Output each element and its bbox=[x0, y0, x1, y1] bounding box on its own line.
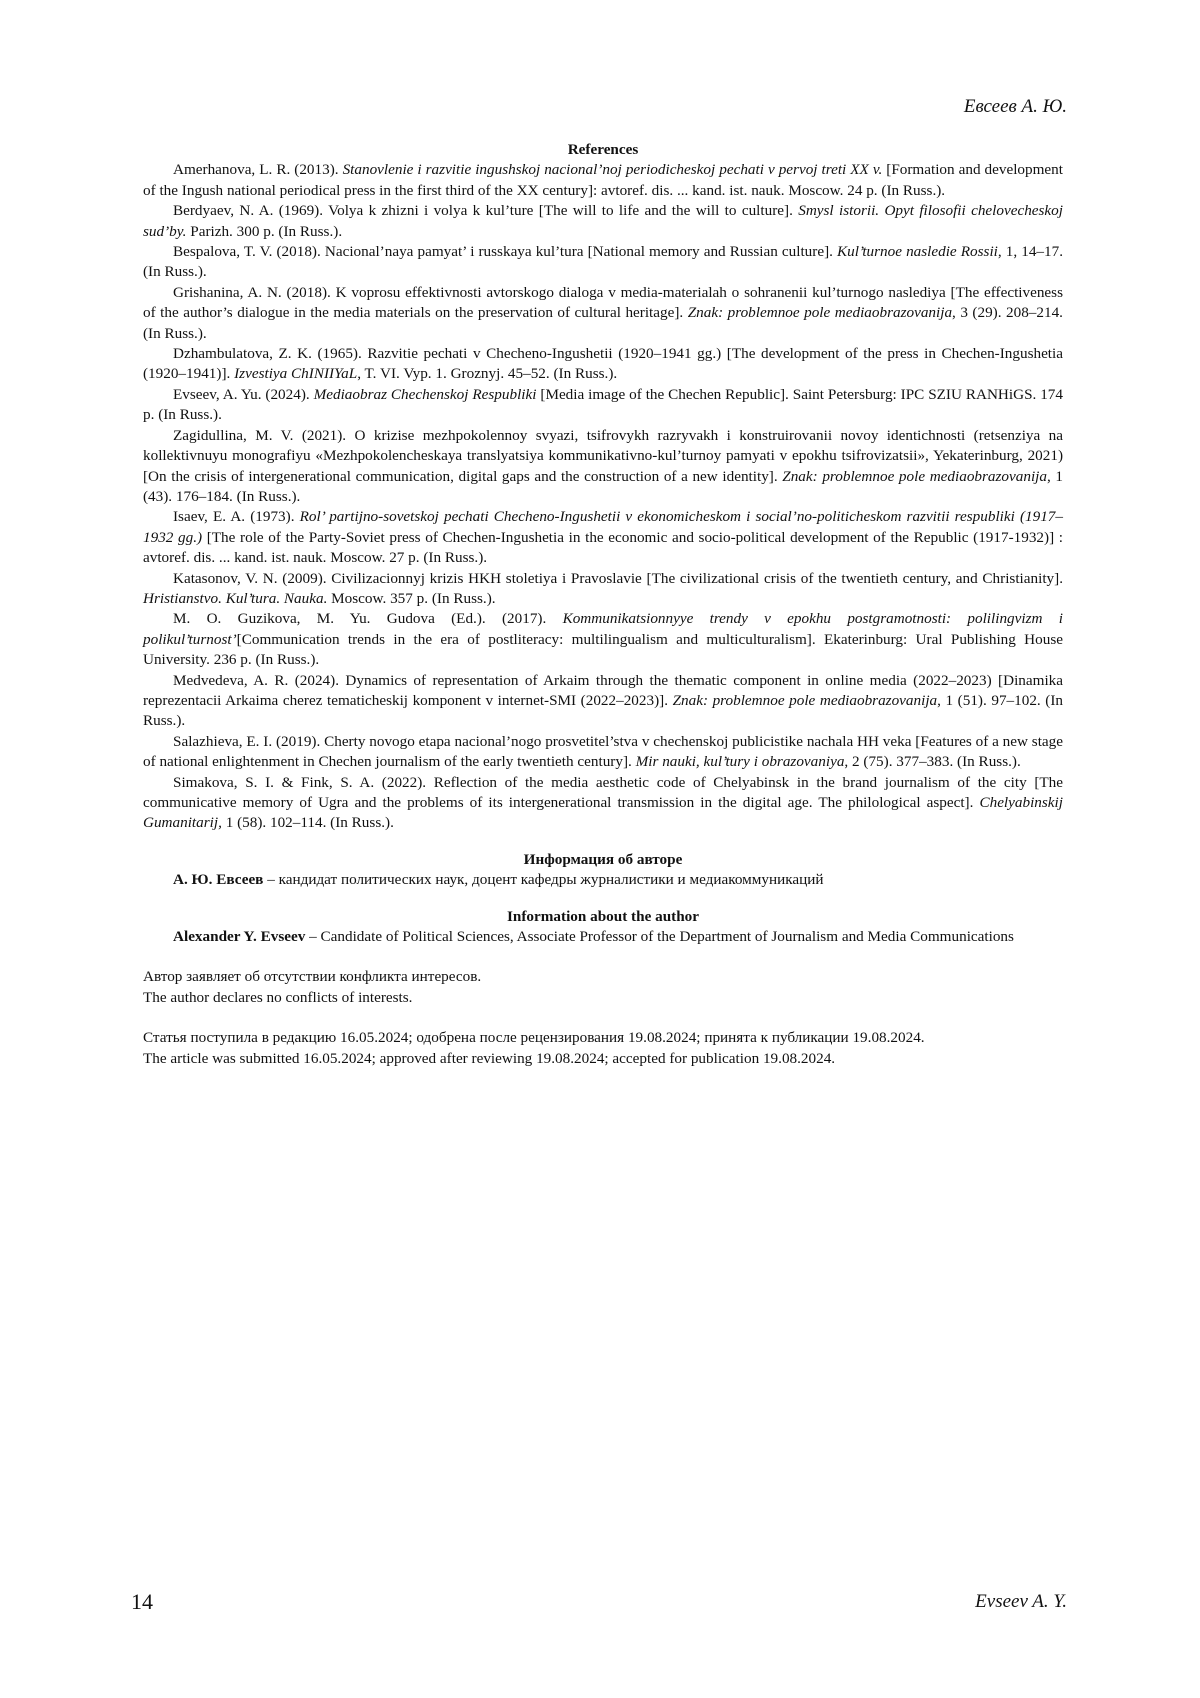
reference-details: , 3 (29). 208–214. (In Russ.). bbox=[143, 304, 1063, 342]
references-list bbox=[143, 160, 1063, 833]
article-dates-en: The article was submitted 16.05.2024; approved after reviewing 19.08.2024; accepted for publication 19.08.2024. bbox=[143, 1049, 836, 1067]
author-info-en bbox=[143, 927, 1063, 947]
reference-source-title: Kommunikatsionnyye trendy v epokhu postgramotnosti: polilingvizm i polikul’turnost’ bbox=[143, 610, 1063, 648]
reference-text: Zagidullina, M. V. (2021). O krizise mezhpokolennoy svyazi, tsifrovykh razryvakh i konstruirovanii novoy identichnosti (retsenziya na kollektivnuyu monografiyu «Mezhpokolencheskaya translyatsiya kommunikativno-kul’turnoy pamyati v epokhu tsifrovizatsii», Yekaterinburg, 2021) [On the crisis of intergenerational communication, digital gaps and the construction of a new identity]. bbox=[143, 426, 1063, 485]
author-description-en: – Candidate of Political Sciences, Associate Professor of the Department of Journalism and Media Communications bbox=[305, 928, 1014, 946]
reference-item bbox=[143, 732, 1063, 773]
reference-details: , 1, 14–17. (In Russ.). bbox=[143, 243, 1064, 281]
reference-source-title: Kul’turnoe nasledie Rossii bbox=[837, 243, 998, 261]
reference-source-title: Stanovlenie i razvitie ingushskoj nacional’noj periodicheskoj pechati v pervoj treti XX v. bbox=[342, 161, 883, 179]
page-content bbox=[143, 140, 1063, 1069]
reference-item bbox=[143, 283, 1063, 344]
reference-details: [Media image of the Chechen Republic]. Saint Petersburg: IPC SZIU RANHiGS. 174 p. (In Russ.). bbox=[143, 385, 1063, 424]
reference-item bbox=[143, 671, 1063, 732]
author-name-en: Alexander Y. Evseev bbox=[173, 928, 306, 946]
references-title: References bbox=[567, 141, 639, 158]
reference-details: Parizh. 300 p. (In Russ.). bbox=[186, 222, 343, 240]
reference-details: , 1 (43). 176–184. (In Russ.). bbox=[143, 467, 1063, 505]
reference-text: Amerhanova, L. R. (2013). bbox=[173, 161, 343, 179]
reference-item bbox=[143, 344, 1063, 385]
reference-source-title: Znak: problemnoe pole mediaobrazovanija bbox=[672, 691, 938, 709]
reference-item bbox=[143, 507, 1063, 568]
reference-text: Evseev, A. Yu. (2024). bbox=[173, 385, 314, 403]
conflict-statement-ru: Автор заявляет об отсутствии конфликта интересов. bbox=[143, 968, 482, 986]
reference-text: Bespalova, T. V. (2018). Nacional’naya pamyat’ i russkaya kul’tura [National memory and Russian culture]. bbox=[173, 243, 838, 261]
conflict-statement-en: The author declares no conflicts of interests. bbox=[143, 988, 413, 1006]
reference-item bbox=[143, 242, 1063, 283]
reference-details: [Formation and development of the Ingush national periodical press in the first third of the XX century]: avtoref. dis. ... kand. ist. nauk. Moscow. 24 p. (In Russ.). bbox=[143, 161, 1063, 199]
reference-text: Berdyaev, N. A. (1969). Volya k zhizni i volya k kul’ture [The will to life and the will to culture]. bbox=[173, 202, 799, 220]
reference-text: Dzhambulatova, Z. K. (1965). Razvitie pechati v Checheno-Ingushetii (1920–1941 gg.) [The development of the press in Chechen-Ingushetia (1920–1941)]. bbox=[143, 345, 1063, 383]
reference-details: , T. VI. Vyp. 1. Groznyj. 45–52. (In Russ.). bbox=[357, 365, 618, 383]
reference-details: [The role of the Party-Soviet press of Chechen-Ingushetia in the economic and socio-political development of the Republic (1917-1932)] : avtoref. dis. ... kand. ist. nauk. Moscow. 27 p. (In Russ.). bbox=[143, 528, 1064, 567]
reference-source-title: Mir nauki, kul’tury i obrazovaniya bbox=[635, 753, 845, 771]
reference-source-title: Hristianstvo. Kul’tura. Nauka. bbox=[143, 589, 328, 607]
reference-item bbox=[143, 569, 1063, 610]
author-description-ru: – кандидат политических наук, доцент кафедры журналистики и медиакоммуникаций bbox=[263, 871, 824, 889]
reference-source-title: Znak: problemnoe pole mediaobrazovanija bbox=[687, 304, 953, 322]
reference-details: Moscow. 357 p. (In Russ.). bbox=[327, 589, 496, 607]
reference-text: Salazhieva, E. I. (2019). Cherty novogo etapa nacional’nogo prosvetitel’stva v chechenskoj publicistike nachala HH veka [Features of a new stage of national enlightenment in Chechen journalism of the early twentieth century]. bbox=[143, 732, 1063, 771]
reference-source-title: Izvestiya ChINIIYaL bbox=[234, 365, 358, 383]
author-name-ru: А. Ю. Евсеев bbox=[173, 871, 264, 889]
reference-text: Isaev, E. A. (1973). bbox=[173, 508, 300, 526]
reference-text: M. O. Guzikova, M. Yu. Gudova (Ed.). (2017). bbox=[173, 610, 563, 628]
page-number: 14 bbox=[131, 1589, 153, 1614]
reference-text: Grishanina, A. N. (2018). K voprosu effektivnosti avtorskogo dialoga v media-materialah o sohranenii kul’turnogo naslediya [The effectiveness of the author’s dialogue in the media materials on the preservation of cultural heritage]. bbox=[143, 283, 1063, 322]
reference-text: Simakova, S. I. & Fink, S. A. (2022). Reflection of the media aesthetic code of Chelyabinsk in the brand journalism of the city [The communicative memory of Ugra and the problems of its intergenerational transmission in the digital age. The philological aspect]. bbox=[143, 773, 1063, 811]
reference-source-title: Rol’ partijno-sovetskoj pechati Checheno-Ingushetii v ekonomicheskom i social’no-politicheskom razvitii respubliki (1917–1932 gg.) bbox=[143, 508, 1063, 546]
reference-item bbox=[143, 201, 1063, 242]
reference-item bbox=[143, 385, 1063, 426]
reference-item bbox=[143, 426, 1063, 508]
author-info-title-en: Information about the author bbox=[507, 907, 699, 925]
reference-details: , 2 (75). 377–383. (In Russ.). bbox=[844, 753, 1021, 771]
reference-source-title: Chelyabinskij Gumanitarij, bbox=[143, 794, 1063, 832]
author-info-ru bbox=[143, 870, 1063, 890]
author-info-title-ru: Информация об авторе bbox=[523, 850, 683, 868]
reference-item bbox=[143, 773, 1063, 834]
article-dates-ru: Статья поступила в редакцию 16.05.2024; одобрена после рецензирования 19.08.2024; принята к публикации 19.08.2024. bbox=[143, 1029, 925, 1047]
reference-item bbox=[143, 609, 1063, 670]
reference-source-title: Smysl istorii. Opyt filosofii chelovecheskoj sud’by. bbox=[143, 202, 1063, 240]
reference-details: 1 (58). 102–114. (In Russ.). bbox=[221, 814, 394, 832]
reference-source-title: Mediaobraz Chechenskoj Respubliki bbox=[313, 385, 537, 403]
reference-source-title: Znak: problemnoe pole mediaobrazovanija bbox=[782, 467, 1047, 485]
running-header-author: Евсеев А. Ю. bbox=[963, 96, 1067, 117]
running-footer-author: Evseev A. Y. bbox=[975, 1591, 1067, 1612]
reference-text: Medvedeva, A. R. (2024). Dynamics of representation of Arkaim through the thematic component in online media (2022–2023) [Dinamika reprezentacii Arkaima cherez tematicheskij komponent v internet-SMI (2022–2023)]. bbox=[143, 671, 1063, 709]
reference-text: Katasonov, V. N. (2009). Civilizacionnyj krizis HKH stoletiya i Pravoslavie [The civilizational crisis of the twentieth century, and Christianity]. bbox=[173, 569, 1063, 587]
reference-details: [Communication trends in the era of postliteracy: multilingualism and multiculturalism]. Ekaterinburg: Ural Publishing House University. 236 p. (In Russ.). bbox=[143, 630, 1063, 669]
reference-item bbox=[143, 160, 1063, 201]
reference-details: , 1 (51). 97–102. (In Russ.). bbox=[143, 691, 1063, 730]
